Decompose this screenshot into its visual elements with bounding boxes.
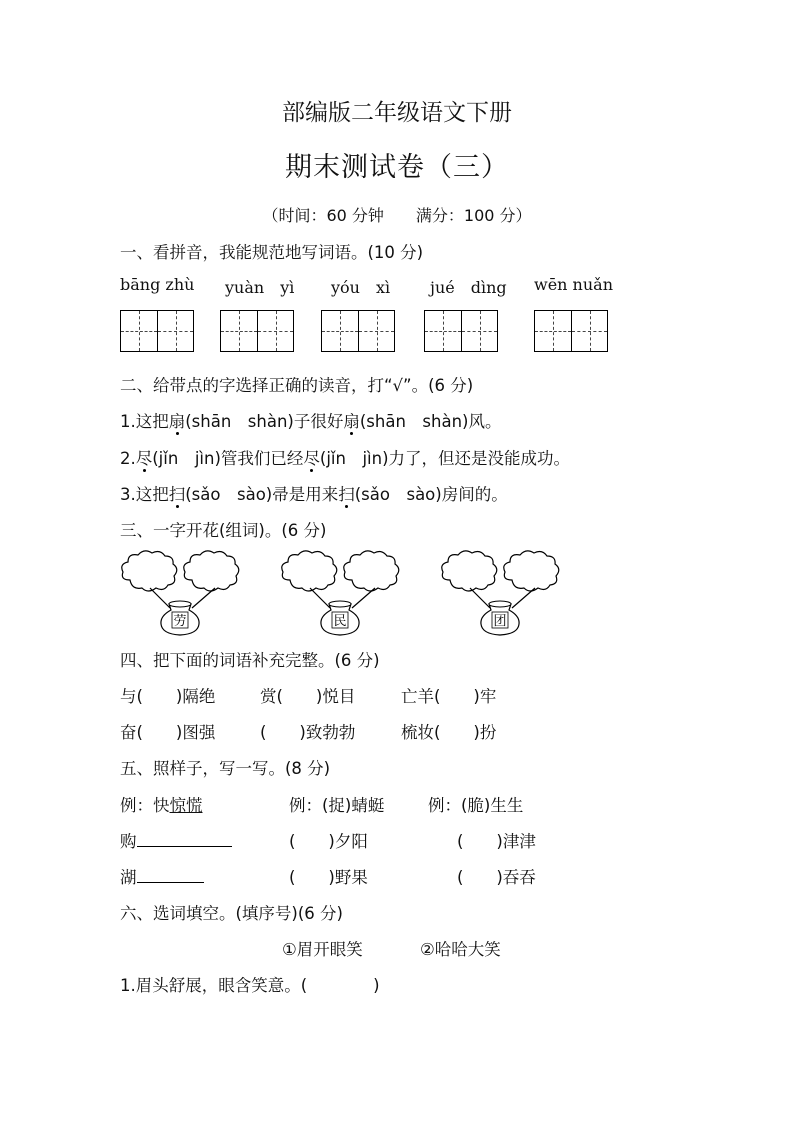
writing-box-5[interactable]	[534, 310, 608, 352]
q6-item-1: 1.眉头舒展，眼含笑意。( )	[120, 976, 380, 995]
writing-box-1[interactable]	[120, 310, 194, 352]
q6-heading: 六、选词填空。(填序号)(6 分)	[120, 904, 343, 923]
q4-r1-c3: 亡羊( )牢	[401, 687, 497, 706]
vase-char-3: 团	[493, 614, 507, 629]
q1-pinyin-3: yóu xì	[331, 278, 391, 297]
q6-option-1: ①眉开眼笑	[282, 940, 363, 959]
writing-box-2[interactable]	[220, 310, 294, 352]
writing-box-3[interactable]	[321, 310, 395, 352]
q5-example-1: 例：快惊慌	[120, 796, 203, 815]
flower-vase-3	[440, 548, 570, 638]
q1-pinyin-2: yuàn yì	[225, 278, 295, 297]
q5-r1-c1: 购	[120, 828, 232, 852]
q5-r2-c3: ( )吞吞	[457, 868, 536, 887]
q4-r1-c1: 与( )隔绝	[120, 687, 216, 706]
page-title: 部编版二年级语文下册	[282, 100, 512, 126]
q5-heading: 五、照样子，写一写。(8 分)	[120, 759, 331, 778]
q5-r1-c3: ( )津津	[457, 832, 536, 851]
q1-heading: 一、看拼音，我能规范地写词语。(10 分)	[120, 243, 424, 262]
q5-r2-c2: ( )野果	[289, 868, 368, 887]
answer-blank[interactable]	[137, 832, 232, 847]
q5-r1-c2: ( )夕阳	[289, 832, 368, 851]
q3-heading: 三、一字开花(组词)。(6 分)	[120, 521, 327, 540]
flower-vase-1	[120, 548, 250, 638]
answer-blank[interactable]	[137, 868, 204, 883]
page-subtitle: 期末测试卷（三）	[285, 152, 509, 183]
q4-r2-c1: 奋( )图强	[120, 723, 216, 742]
q2-heading: 二、给带点的字选择正确的读音，打“√”。(6 分)	[120, 376, 474, 395]
exam-info: （时间：60 分钟 满分：100 分）	[262, 206, 532, 225]
q5-example-3: 例：(脆)生生	[428, 796, 524, 815]
q4-r1-c2: 赏( )悦目	[260, 687, 356, 706]
q4-r2-c2: ( )致勃勃	[260, 723, 356, 742]
q5-r2-c1: 湖	[120, 864, 204, 888]
flower-vase-2	[280, 548, 410, 638]
q2-item-1: 1.这把扇(shān shàn)子很好扇(shān shàn)风。	[120, 412, 502, 431]
vase-char-1: 劳	[173, 614, 187, 629]
q4-heading: 四、把下面的词语补充完整。(6 分)	[120, 651, 380, 670]
q1-pinyin-4: jué dìng	[430, 278, 507, 297]
q6-option-2: ②哈哈大笑	[420, 940, 501, 959]
q1-pinyin-1: bāng zhù	[120, 275, 195, 294]
q1-pinyin-5: wēn nuǎn	[534, 275, 614, 294]
q2-item-3: 3.这把扫(sǎo sào)帚是用来扫(sǎo sào)房间的。	[120, 485, 508, 504]
writing-box-4[interactable]	[424, 310, 498, 352]
q2-item-2: 2.尽(jǐn jìn)管我们已经尽(jǐn jìn)力了，但还是没能成功。	[120, 449, 571, 468]
q4-r2-c3: 梳妆( )扮	[401, 723, 497, 742]
vase-char-2: 民	[333, 614, 347, 629]
q5-example-2: 例：(捉)蜻蜓	[289, 796, 385, 815]
